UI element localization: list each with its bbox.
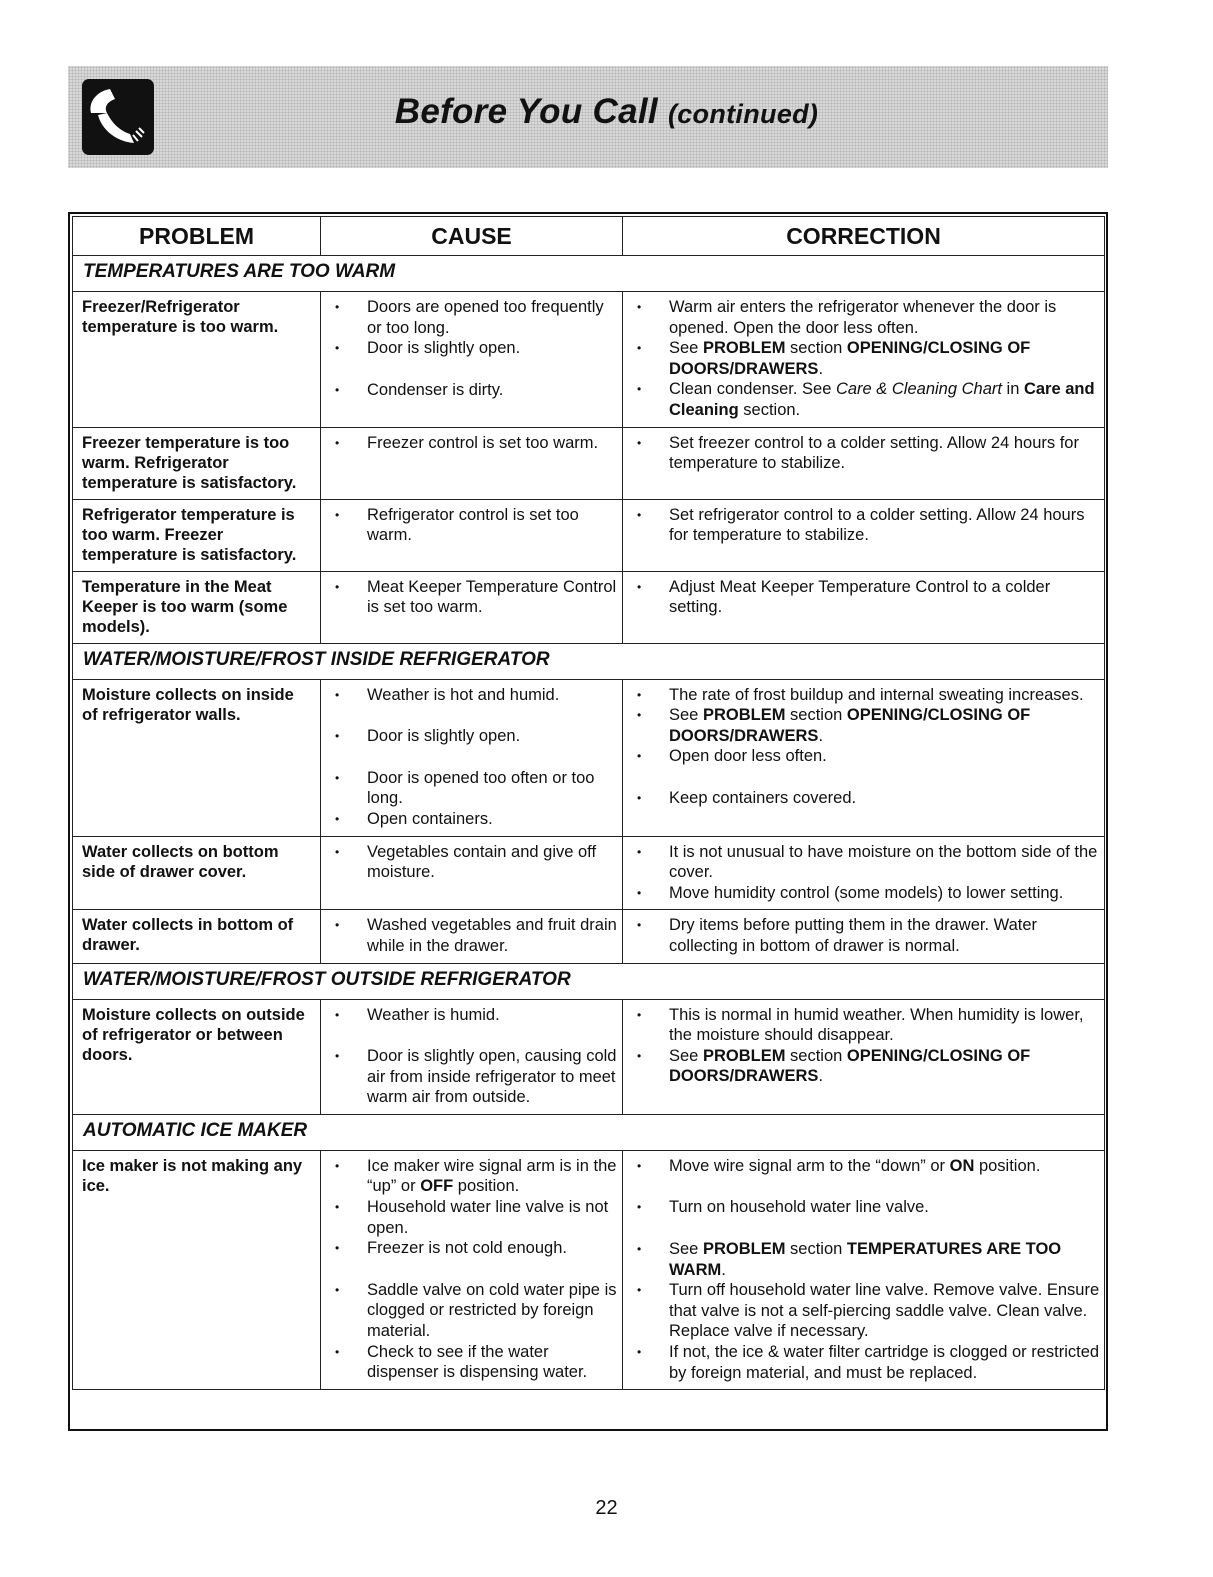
correction-cell: [623, 499, 1105, 571]
col-header-problem: PROBLEM: [73, 217, 321, 256]
problem-cell: Refrigerator temperature is too warm. Freezer temperature is satisfactory.: [73, 499, 321, 571]
table-row: [73, 1150, 1105, 1389]
correction-item: • Adjust Meat Keeper Temperature Control to a colder setting.: [623, 577, 1100, 618]
section-row: [73, 643, 1105, 679]
cause-cell: [321, 999, 623, 1114]
cause-item: • Washed vegetables and fruit drain while in the drawer.: [321, 915, 618, 956]
cause-cell: [321, 679, 623, 836]
problem-cell: Temperature in the Meat Keeper is too warm (some models).: [73, 571, 321, 643]
section-heading: WATER/MOISTURE/FROST OUTSIDE REFRIGERATOR: [73, 963, 1105, 999]
correction-item: • Open door less often.: [623, 746, 1100, 767]
correction-cell: [623, 999, 1105, 1114]
correction-cell: [623, 571, 1105, 643]
cause-item: • Vegetables contain and give off moisture.: [321, 842, 618, 883]
table-row: [73, 679, 1105, 836]
cause-item: • Weather is humid.: [321, 1005, 618, 1026]
correction-cell: [623, 427, 1105, 499]
correction-cell: [623, 1150, 1105, 1389]
table-row: [73, 427, 1105, 499]
correction-cell: [623, 836, 1105, 910]
correction-cell: [623, 292, 1105, 428]
cause-item: • Household water line valve is not open.: [321, 1197, 618, 1238]
cause-item: • Freezer is not cold enough.: [321, 1238, 618, 1259]
problem-cell: Water collects in bottom of drawer.: [73, 910, 321, 963]
cause-item: • Doors are opened too frequently or too long.: [321, 297, 618, 338]
correction-item: • It is not unusual to have moisture on the bottom side of the cover.: [623, 842, 1100, 883]
section-heading: TEMPERATURES ARE TOO WARM: [73, 256, 1105, 292]
correction-item: • Dry items before putting them in the drawer. Water collecting in bottom of drawer is normal.: [623, 915, 1100, 956]
problem-cell: Freezer/Refrigerator temperature is too warm.: [73, 292, 321, 428]
problem-cell: Moisture collects on outside of refrigerator or between doors.: [73, 999, 321, 1114]
correction-item: • Set freezer control to a colder setting. Allow 24 hours for temperature to stabilize.: [623, 433, 1100, 474]
section-heading: WATER/MOISTURE/FROST INSIDE REFRIGERATOR: [73, 643, 1105, 679]
correction-item: • Keep containers covered.: [623, 788, 1100, 809]
cause-cell: [321, 836, 623, 910]
correction-item: • See PROBLEM section TEMPERATURES ARE TOO WARM.: [623, 1239, 1100, 1280]
correction-item: • The rate of frost buildup and internal sweating increases.: [623, 685, 1100, 706]
cause-item: • Check to see if the water dispenser is dispensing water.: [321, 1342, 618, 1383]
correction-item: • Clean condenser. See Care & Cleaning Chart in Care and Cleaning section.: [623, 379, 1100, 420]
cause-cell: [321, 1150, 623, 1389]
problem-cell: Freezer temperature is too warm. Refrigerator temperature is satisfactory.: [73, 427, 321, 499]
page-title: Before You Call (continued): [394, 92, 819, 131]
correction-item: • Turn on household water line valve.: [623, 1197, 1100, 1218]
cause-cell: [321, 292, 623, 428]
correction-item: • This is normal in humid weather. When humidity is lower, the moisture should disappear.: [623, 1005, 1100, 1046]
cause-item: • Open containers.: [321, 809, 618, 830]
correction-cell: [623, 910, 1105, 963]
correction-item: • See PROBLEM section OPENING/CLOSING OF DOORS/DRAWERS.: [623, 1046, 1100, 1087]
cause-cell: [321, 499, 623, 571]
problem-cell: Water collects on bottom side of drawer cover.: [73, 836, 321, 910]
cause-cell: [321, 910, 623, 963]
cause-cell: [321, 571, 623, 643]
cause-item: • Freezer control is set too warm.: [321, 433, 618, 454]
table-row: [73, 836, 1105, 910]
section-row: [73, 1114, 1105, 1150]
page-number: 22: [595, 1497, 618, 1519]
col-header-cause: CAUSE: [321, 217, 623, 256]
correction-item: • Set refrigerator control to a colder setting. Allow 24 hours for temperature to stabilize.: [623, 505, 1100, 546]
cause-item: • Door is slightly open.: [321, 726, 618, 747]
cause-item: • Door is slightly open.: [321, 338, 618, 359]
problem-cell: Ice maker is not making any ice.: [73, 1150, 321, 1389]
problem-cell: Moisture collects on inside of refrigerator walls.: [73, 679, 321, 836]
troubleshooting-table: [68, 212, 1108, 1431]
correction-item: • If not, the ice & water filter cartridge is clogged or restricted by foreign material, and must be replaced.: [623, 1342, 1100, 1383]
table-row: [73, 292, 1105, 428]
correction-item: • Warm air enters the refrigerator whenever the door is opened. Open the door less often.: [623, 297, 1100, 338]
cause-item: • Meat Keeper Temperature Control is set too warm.: [321, 577, 618, 618]
cause-item: • Door is opened too often or too long.: [321, 768, 618, 809]
cause-item: • Saddle valve on cold water pipe is clogged or restricted by foreign material.: [321, 1280, 618, 1342]
table-row: [73, 571, 1105, 643]
cause-cell: [321, 427, 623, 499]
cause-item: • Door is slightly open, causing cold air from inside refrigerator to meet warm air from outside.: [321, 1046, 618, 1108]
correction-item: • See PROBLEM section OPENING/CLOSING OF DOORS/DRAWERS.: [623, 705, 1100, 746]
cause-item: • Ice maker wire signal arm is in the “up” or OFF position.: [321, 1156, 618, 1197]
cause-item: • Refrigerator control is set too warm.: [321, 505, 618, 546]
cause-item: • Weather is hot and humid.: [321, 685, 618, 706]
correction-item: • Turn off household water line valve. Remove valve. Ensure that valve is not a self-piercing saddle valve. Clean valve. Replace valve if necessary.: [623, 1280, 1100, 1342]
correction-item: • See PROBLEM section OPENING/CLOSING OF DOORS/DRAWERS.: [623, 338, 1100, 379]
section-heading: AUTOMATIC ICE MAKER: [73, 1114, 1105, 1150]
table-row: [73, 910, 1105, 963]
col-header-correction: CORRECTION: [623, 217, 1105, 256]
table-header-row: [73, 217, 1105, 256]
table-row: [73, 499, 1105, 571]
section-row: [73, 963, 1105, 999]
cause-item: • Condenser is dirty.: [321, 380, 618, 401]
correction-item: • Move humidity control (some models) to lower setting.: [623, 883, 1100, 904]
correction-cell: [623, 679, 1105, 836]
correction-item: • Move wire signal arm to the “down” or ON position.: [623, 1156, 1100, 1177]
section-row: [73, 256, 1105, 292]
table-row: [73, 999, 1105, 1114]
